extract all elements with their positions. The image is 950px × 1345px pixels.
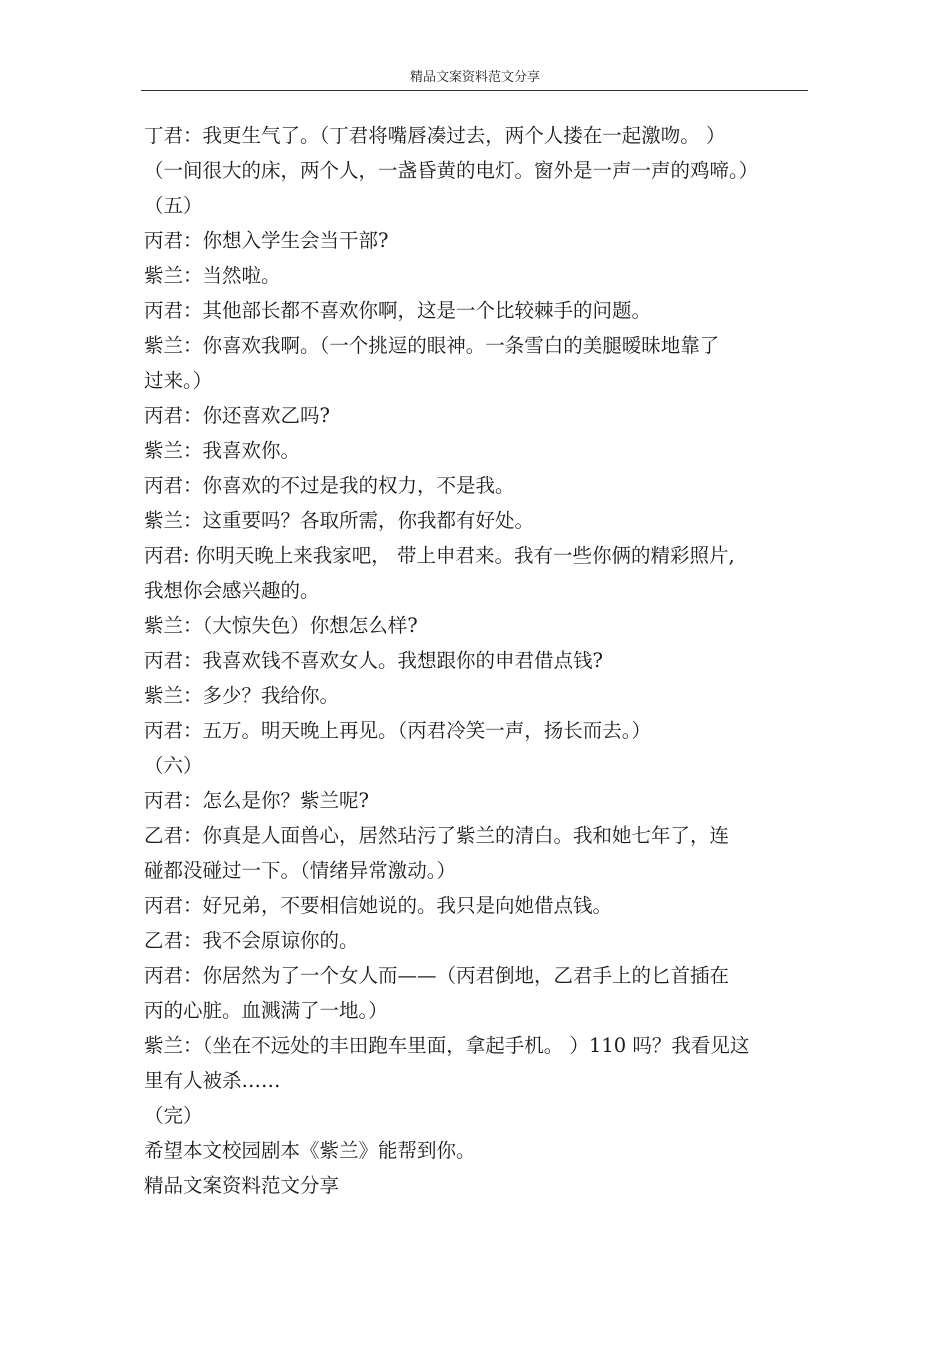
text-line: 丙君：五万。明天晚上再见。（丙君冷笑一声，扬长而去。） xyxy=(144,719,652,742)
text-line: 碰都没碰过一下。（情绪异常激动。） xyxy=(144,859,457,882)
text-line: 紫兰：（坐在不远处的丰田跑车里面，拿起手机。 ）110 吗？我看见这 xyxy=(144,1034,750,1057)
text-line: 丙君：其他部长都不喜欢你啊，这是一个比较棘手的问题。 xyxy=(144,299,652,322)
section-marker: （六） xyxy=(144,754,203,777)
text-line: 丙君：好兄弟，不要相信她说的。我只是向她借点钱。 xyxy=(144,894,613,917)
text-line: 紫兰：你喜欢我啊。（一个挑逗的眼神。一条雪白的美腿暧昧地靠了 xyxy=(144,334,720,357)
text-line: 里有人被杀…… xyxy=(144,1069,281,1092)
section-marker: （完） xyxy=(144,1104,203,1127)
closing-line: 希望本文校园剧本《紫兰》能帮到你。 xyxy=(144,1139,476,1162)
section-marker: （五） xyxy=(144,194,203,217)
footer-text: 精品文案资料范文分享 xyxy=(144,1174,340,1197)
text-line: （一间很大的床，两个人，一盏昏黄的电灯。窗外是一声一声的鸡啼。） xyxy=(144,159,759,182)
text-line: 丙君：你想入学生会当干部? xyxy=(144,229,389,252)
text-line: 紫兰：当然啦。 xyxy=(144,264,281,287)
header-divider xyxy=(141,90,808,91)
text-line: 丙君：你还喜欢乙吗? xyxy=(144,404,330,427)
document-body xyxy=(144,118,812,1203)
text-line: 紫兰：这重要吗？各取所需，你我都有好处。 xyxy=(144,509,535,532)
page-header: 精品文案资料范文分享 xyxy=(409,70,540,85)
text-line: 紫兰：我喜欢你。 xyxy=(144,439,301,462)
text-line: 我想你会感兴趣的。 xyxy=(144,579,320,602)
text-line: 丙君：我喜欢钱不喜欢女人。我想跟你的申君借点钱? xyxy=(144,649,603,672)
text-line: 过来。） xyxy=(144,369,213,392)
text-line: 丙君：你居然为了一个女人而——（丙君倒地，乙君手上的匕首插在 xyxy=(144,964,730,987)
text-line: 丁君：我更生气了。（丁君将嘴唇凑过去，两个人搂在一起激吻。 ） xyxy=(144,124,726,147)
text-line: 乙君：你真是人面兽心，居然玷污了紫兰的清白。我和她七年了，连 xyxy=(144,824,730,847)
text-line: 丙的心脏。血溅满了一地。） xyxy=(144,999,388,1022)
text-line: 紫兰：（大惊失色）你想怎么样? xyxy=(144,614,418,637)
text-line: 丙君：你喜欢的不过是我的权力，不是我。 xyxy=(144,474,515,497)
text-line: 紫兰：多少？我给你。 xyxy=(144,684,340,707)
text-line: 丙君：怎么是你？紫兰呢? xyxy=(144,789,369,812)
text-line: 乙君：我不会原谅你的。 xyxy=(144,929,359,952)
text-line: 丙君: 你明天晚上来我家吧， 带上申君来。我有一些你俩的精彩照片, xyxy=(144,544,735,567)
